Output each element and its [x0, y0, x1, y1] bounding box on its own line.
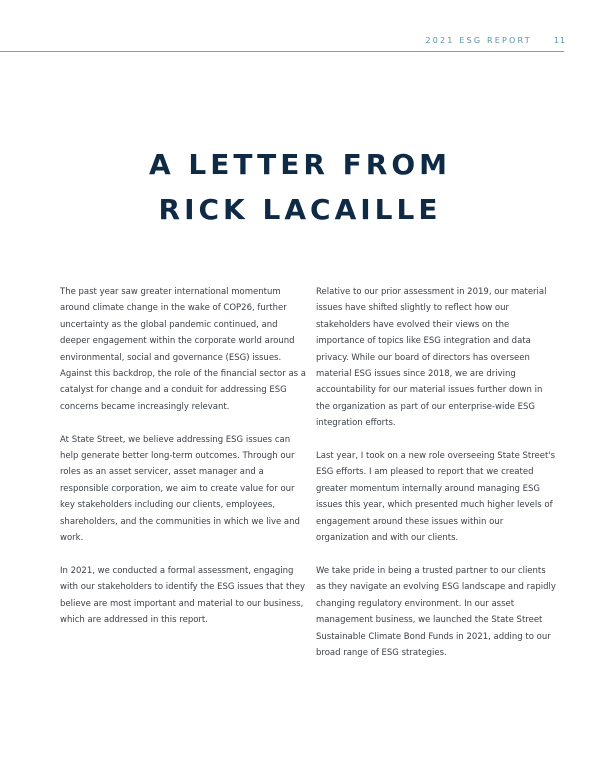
title-line-2: RICK LACAILLE	[158, 193, 442, 226]
paragraph: At State Street, we believe addressing ESG issues can help generate better long-term outcomes. Through our roles as an asset servicer, asset manager and a responsible corporation, we aim to create value for our key stakeholders including our clients, employees, shareholders, and the communities in which we live and work.	[60, 434, 300, 544]
header-divider	[0, 51, 564, 52]
report-title: 2021 ESG REPORT	[425, 36, 532, 45]
paragraph: The past year saw greater international momentum around climate change in the wake of COP26, further uncertainty as the global pandemic continued, and deeper engagement within the corporate world around environmental, social and governance (ESG) issues. Against this backdrop, the role of the financial sector as a catalyst for change and a conduit for addressing ESG concerns became increasingly relevant.	[60, 287, 306, 412]
paragraph: Last year, I took on a new role overseeing State Street's ESG efforts. I am pleased to report that we created greater momentum internally around managing ESG issues this year, which presented much higher levels of engagement around these issues within our organization and with our clients.	[316, 451, 556, 544]
letter-title	[0, 142, 600, 232]
title-line-1: A LETTER FROM	[148, 148, 452, 181]
page-header	[425, 36, 566, 45]
right-text-column	[316, 284, 556, 678]
paragraph: We take pride in being a trusted partner to our clients as they navigate an evolving ESG landscape and rapidly changing regulatory environment. In our asset management business, we launched the State Street Sustainable Climate Bond Funds in 2021, adding to our broad range of ESG strategies.	[316, 565, 556, 658]
paragraph: In 2021, we conducted a formal assessment, engaging with our stakeholders to identify the ESG issues that they believe are most important and material to our business, which are addressed in this report.	[60, 565, 306, 626]
left-text-column	[60, 284, 310, 645]
paragraph: Relative to our prior assessment in 2019, our material issues have shifted slightly to reflect how our stakeholders have evolved their views on the importance of topics like ESG integration and data privacy. While our board of directors has overseen material ESG issues since 2018, we are driving accountability for our material issues further down in the organization as part of our enterprise-wide ESG integration efforts.	[316, 287, 547, 429]
page-number: 11	[553, 36, 566, 45]
